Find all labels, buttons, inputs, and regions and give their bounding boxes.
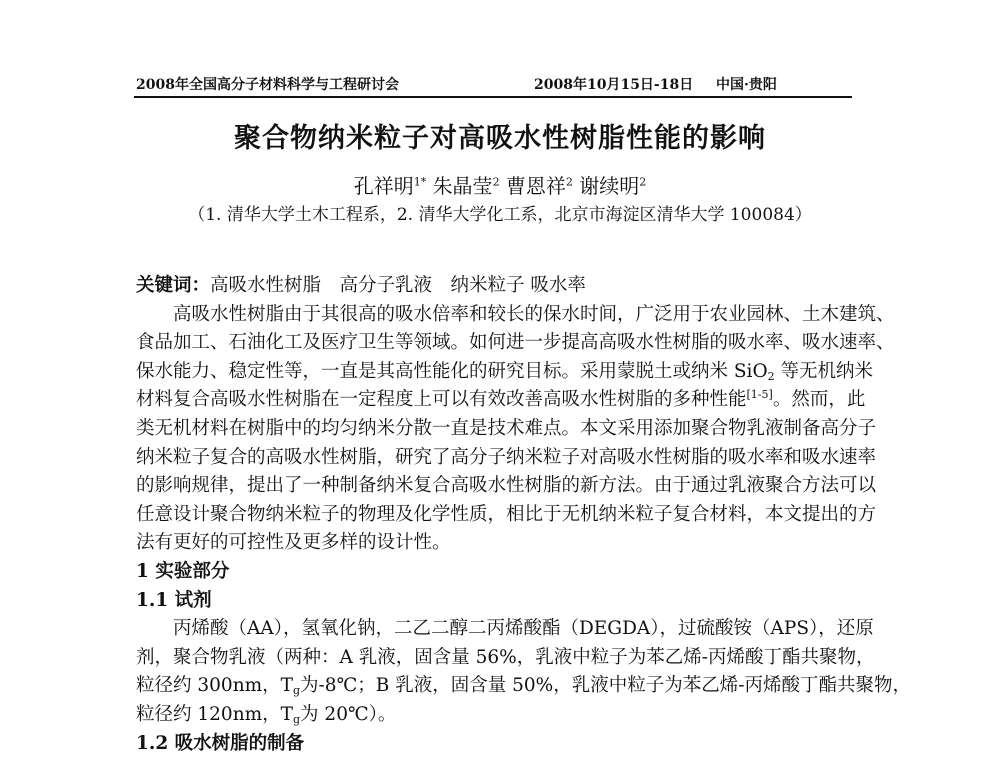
keywords-label: 关键词： (136, 275, 211, 296)
text-span: 为 20℃）。 (300, 703, 397, 725)
paper-title: 聚合物纳米粒子对高吸水性树脂性能的影响 (234, 123, 766, 154)
header-rule (134, 96, 852, 98)
author-name: 朱晶莹 (432, 174, 493, 198)
keywords (136, 272, 848, 301)
conference-date: 2008年10月15日-18日 (534, 77, 694, 93)
author-affil-mark: 2 (639, 175, 647, 189)
subsection-heading: 1.1 试剂 (136, 589, 212, 611)
paper-body (136, 272, 911, 758)
text-span: 保水能力、稳定性等，一直是其高性能化的研究目标。采用蒙脱土或纳米 SiO (136, 360, 768, 382)
text-line: 剂，聚合物乳液（两种：A 乳液，固含量 56%，乳液中粒子为苯乙烯-丙烯酸丁酯共聚物， (136, 646, 875, 668)
author-affil-mark: 2 (565, 175, 573, 189)
text-line: 纳米粒子复合的高吸水性树脂，研究了高分子纳米粒子对高吸水性树脂的吸水率和吸水速率 (136, 446, 877, 468)
text-line (136, 672, 911, 701)
text-span: 粒径约 120nm，T (136, 703, 293, 725)
text-span: 为-8℃；B 乳液，固含量 50%，乳液中粒子为苯乙烯-丙烯酸丁酯共聚物， (300, 675, 911, 697)
text-line: 丙烯酸（AA），氢氧化钠，二乙二醇二丙烯酸酯（DEGDA），过硫酸铵（APS），还原 (173, 618, 874, 640)
text-line: 食品加工、石油化工及医疗卫生等领域。如何进一步提高高吸水性树脂的吸水率、吸水速率、 (136, 332, 895, 354)
running-header (136, 74, 848, 94)
author-name: 曹恩祥 (505, 174, 566, 198)
subscript: 2 (767, 369, 775, 383)
subsection-heading: 1.2 吸水树脂的制备 (136, 732, 305, 754)
text-line: 的影响规律，提出了一种制备纳米复合高吸水性树脂的新方法。由于通过乳液聚合方法可以 (136, 475, 877, 497)
conference-location: 中国·贵阳 (716, 77, 777, 93)
affiliations: （1. 清华大学土木工程系，2. 清华大学化工系，北京市海淀区清华大学 100084） (188, 205, 812, 225)
keywords-text: 高吸水性树脂 高分子乳液 纳米粒子 吸水率 (210, 275, 586, 296)
section-heading: 1 实验部分 (136, 560, 230, 582)
text-span: 等无机纳米 (774, 360, 874, 382)
text-span: 粒径约 300nm，T (136, 675, 293, 697)
text-line (136, 358, 874, 387)
text-line (136, 701, 848, 730)
author-list (0, 170, 1000, 199)
text-line: 类无机材料在树脂中的均匀纳米分散一直是技术难点。本文采用添加聚合物乳液制备高分子 (136, 417, 877, 439)
author-affil-mark: 2 (492, 175, 500, 189)
text-line: 任意设计聚合物纳米粒子的物理及化学性质，相比于无机纳米粒子复合材料，本文提出的方 (136, 503, 877, 525)
subscript: g (293, 684, 301, 698)
text-span: 材料复合高吸水性树脂在一定程度上可以有效改善高吸水性树脂的多种性能 (136, 389, 747, 411)
text-span: 。然而，此 (772, 389, 866, 411)
conference-name: 2008年全国高分子材料科学与工程研讨会 (136, 77, 399, 93)
author-affil-mark: 1* (413, 175, 427, 189)
citation: [1-5] (746, 388, 773, 402)
text-line: 高吸水性树脂由于其很高的吸水倍率和较长的保水时间，广泛用于农业园林、土木建筑、 (173, 303, 895, 325)
author-name: 孔祥明 (353, 174, 414, 198)
author-name: 谢续明 (579, 174, 640, 198)
text-line: 法有更好的可控性及更多样的设计性。 (136, 532, 451, 554)
text-line (136, 386, 866, 415)
subscript: g (293, 712, 301, 726)
